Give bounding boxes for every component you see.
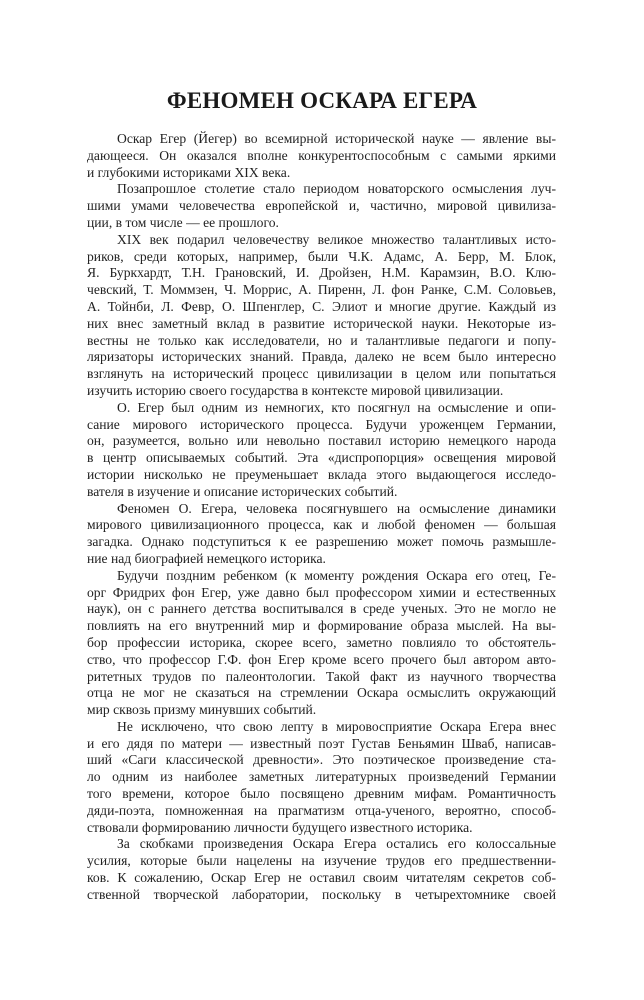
document-body (87, 131, 556, 904)
text-line: бор профессии историка, скорее всего, заметно повлияло то обстоятель- (87, 634, 556, 650)
text-line: шими умами человечества европейской и, частично, мировой цивилиза- (87, 198, 556, 214)
paragraph (87, 232, 556, 400)
text-line: ло одним из наиболее заметных литературных произведений Германии (87, 769, 556, 785)
text-line: XIX век подарил человечеству великое множество талантливых исто- (117, 231, 556, 247)
paragraph (87, 400, 556, 501)
text-line: ритетных трудов по палеонтологии. Такой факт из научного творчества (87, 668, 556, 684)
text-line: А. Тойнби, Л. Февр, О. Шпенглер, С. Элиот и многие другие. Каждый из (87, 298, 556, 314)
chapter-title: ФЕНОМЕН ОСКАРА ЕГЕРА (166, 88, 478, 113)
paragraph (87, 501, 556, 568)
text-line: Позапрошлое столетие стало периодом новаторского осмысления луч- (117, 181, 556, 197)
text-line: риков, среди которых, например, были Ч.К. Адамс, А. Берр, М. Блок, (87, 248, 556, 264)
text-line: того времени, которое было посвящено древним мифам. Романтичность (87, 786, 556, 802)
text-line: Не исключено, что свою лепту в мировосприятие Оскара Егера внес (117, 718, 556, 734)
text-line: них внес заметный вклад в развитие исторической науки. Некоторые из- (87, 315, 556, 331)
text-line: взглянуть на исторический процесс цивилизации в целом или попытаться (87, 366, 556, 382)
text-line: изучить историю своего государства в контексте мировой цивилизации. (87, 382, 504, 398)
paragraph (87, 719, 556, 837)
text-line: дающееся. Он оказался вполне конкурентоспособным с самыми яркими (87, 147, 556, 163)
text-line: ков. К сожалению, Оскар Егер не оставил своим читателям секретов соб- (87, 870, 556, 886)
text-line: За скобками произведения Оскара Егера остались его колоссальные (117, 836, 556, 852)
text-line: ляризаторы исторических знаний. Правда, далеко не всем было интересно (87, 349, 556, 365)
text-line: дяди-поэта, помноженная на прагматизм отца-ученого, вероятно, способ- (87, 802, 556, 818)
text-line: он, разумеется, вольно или невольно поставил историю немецкого народа (87, 433, 556, 449)
text-line: наук), он с раннего детства воспитывался в среде ученых. Это не могло не (87, 601, 556, 617)
text-line: орг Фридрих фон Егер, уже давно был профессором химии и естественных (87, 584, 556, 600)
text-line: ство, что профессор Г.Ф. фон Егер кроме всего прочего был автором авто- (87, 651, 556, 667)
text-line: мирового цивилизационного процесса, как и любой феномен — большая (87, 517, 556, 533)
text-line: ственной творческой лаборатории, поскольку в четырехтомнике своей (87, 886, 556, 902)
paragraph (87, 568, 556, 719)
text-line: вателя в изучение и описание исторических событий. (87, 483, 398, 499)
text-line: чевский, Т. Моммзен, Ч. Моррис, А. Пиренн, Л. фон Ранке, С.М. Соловьев, (87, 282, 556, 298)
text-line: ние над биографией немецкого историка. (87, 550, 326, 566)
text-line: О. Егер был одним из немногих, кто посягнул на осмысление и опи- (117, 399, 556, 415)
text-line: сание мирового исторического процесса. Будучи уроженцем Германии, (87, 416, 556, 432)
text-line: и его дядя по матери — известный поэт Густав Беньямин Шваб, написав- (87, 735, 556, 751)
text-line: истории нисколько не преуменьшает вклада этого выдающегося исследо- (87, 466, 556, 482)
text-line: ции, в том числе — ее прошлого. (87, 214, 279, 230)
text-line: и глубокими историками XIX века. (87, 164, 291, 180)
text-line: Будучи поздним ребенком (к моменту рождения Оскара его отец, Ге- (117, 567, 556, 583)
text-line: загадка. Однако подступиться к ее разрешению может помочь размышле- (87, 534, 556, 550)
text-line: Феномен О. Егера, человека посягнувшего на осмысление динамики (117, 500, 556, 516)
text-line: ствовали формированию личности будущего известного историка. (87, 819, 473, 835)
text-line: усилия, которые были нацелены на изучение трудов его предшественни- (87, 853, 556, 869)
text-line: вестны не только как исследователи, но и талантливые педагоги и попу- (87, 332, 556, 348)
text-line: в центр описываемых событий. Эта «диспропорция» освещения мировой (87, 450, 556, 466)
text-line: отца не мог не сказаться на стремлении Оскара осмыслить окружающий (87, 685, 556, 701)
text-line: мир сквозь призму минувших событий. (87, 702, 317, 718)
text-line: ший «Саги классической древности». Это поэтическое произведение ста- (87, 752, 556, 768)
text-line: Я. Буркхардт, Т.Н. Грановский, И. Дройзен, Н.М. Карамзин, В.О. Клю- (87, 265, 556, 281)
paragraph (87, 181, 556, 231)
paragraph (87, 836, 556, 903)
text-line: Оскар Егер (Йегер) во всемирной исторической науке — явление вы- (117, 131, 556, 146)
text-line: повлиять на его внутренний мир и формирование образа мыслей. На вы- (87, 618, 556, 634)
paragraph (87, 131, 556, 181)
